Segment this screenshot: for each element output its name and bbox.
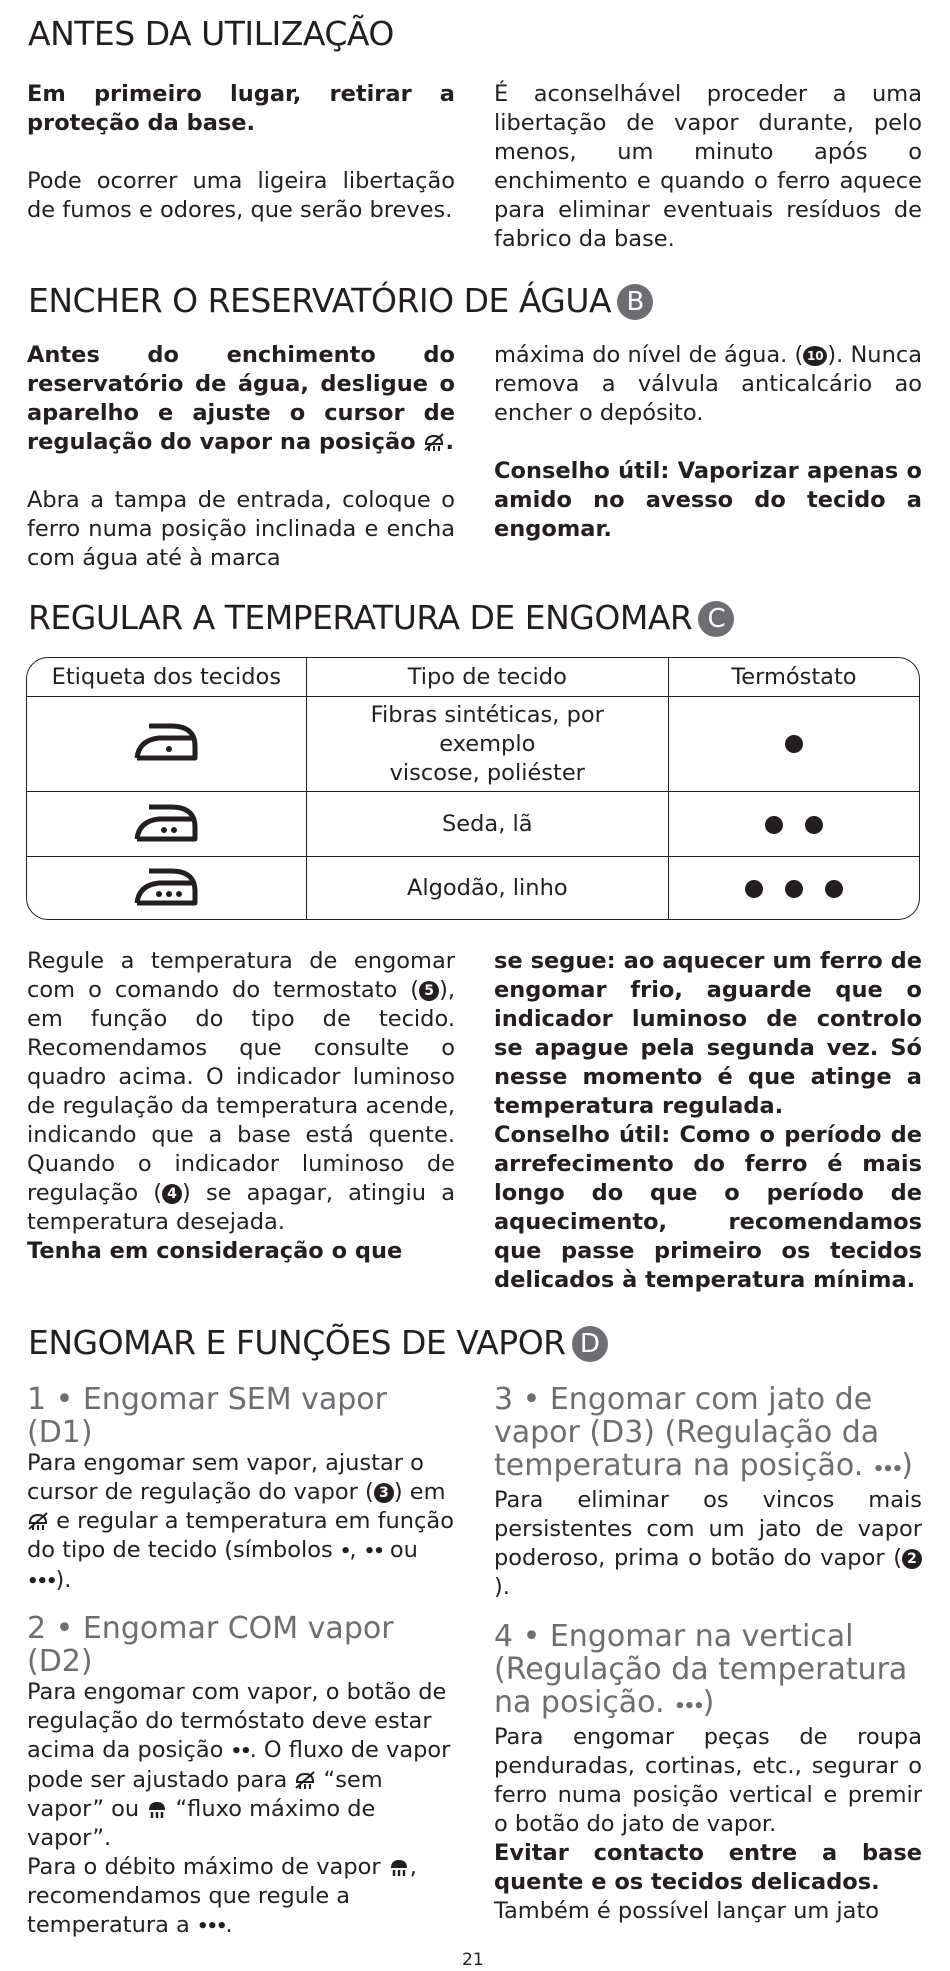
section-title-fill-reservoir: ENCHER O RESERVATÓRIO DE ÁGUA B (28, 281, 653, 321)
thermostat-dot (785, 735, 803, 753)
table-header: Tipo de tecido (307, 658, 669, 697)
s3-useful-tip: Conselho útil: Como o período de arrefecimento do ferro é mais longo do que o período de aquecimento, recomendamos que passe primeiro os tecidos delicados à temperatura mínima. (494, 1122, 922, 1293)
table-cell-fabric: Fibras sintéticas, por exemplo viscose, poliéster (307, 697, 669, 792)
s1-steam-advice: É aconselhável proceder a uma libertação de vapor durante, pelo menos, um minuto após o enchimento e quando o ferro aquece para eliminar eventuais resíduos de fabrico da base. (494, 81, 922, 252)
no-steam-icon (423, 432, 445, 452)
s2-right-column (494, 341, 922, 544)
s4-right-column (494, 1383, 922, 1926)
s4-max-steam-text: Para o débito máximo de vapor , recomendamos que regule a temperatura a •••. (27, 1854, 417, 1938)
table-header-row (27, 658, 919, 697)
subheading-ironing-with-steam: 2 • Engomar COM vapor (D2) (27, 1611, 394, 1679)
three-dots-symbol: ••• (674, 1696, 703, 1717)
s4-left-column (27, 1383, 455, 1941)
iron-3-dots-icon (131, 861, 201, 909)
thermostat-dot (785, 880, 803, 898)
s1-remove-protection: Em primeiro lugar, retirar a proteção da base. (27, 81, 455, 136)
iron-2-dots-icon (131, 797, 201, 845)
max-steam-icon (388, 1857, 410, 1877)
table-cell-label (27, 697, 307, 792)
s4-with-steam-text: Para engomar com vapor, o botão de regulação do termóstato deve estar acima da posição ••. O fluxo de vapor pode ser ajustado para “sem vapor” ou “fluxo máximo de vapor”. (27, 1679, 451, 1851)
no-steam-icon (294, 1770, 316, 1790)
thermostat-dot (745, 880, 763, 898)
one-dot-symbol: • (339, 1541, 350, 1562)
table-row (27, 792, 919, 857)
s1-right-column (494, 80, 922, 254)
table-cell-thermostat (669, 857, 919, 919)
subheading-vertical-ironing: 4 • Engomar na vertical (Regulação da temperatura na posição. •••) (494, 1619, 908, 1720)
page-number: 21 (462, 1950, 484, 1970)
subheading-steam-jet: 3 • Engomar com jato de vapor (D3) (Regulação da temperatura na posição. •••) (494, 1382, 914, 1483)
section-badge-c: C (698, 601, 734, 637)
callout-2: 2 (902, 1549, 922, 1569)
s1-fumes-note: Pode ocorrer uma ligeira libertação de fumos e odores, que serão breves. (27, 168, 455, 223)
s4-steam-jet-text: Para eliminar os vincos mais persistentes com um jato de vapor poderoso, prima o botão do vapor ( 2). (494, 1487, 922, 1600)
s3-consider-note: Tenha em consideração o que (27, 1238, 403, 1264)
s3-right-column (494, 947, 922, 1295)
s2-before-filling: Antes do enchimento do reservatório de água, desligue o aparelho e ajuste o cursor de regulação do vapor na posição . (27, 342, 455, 455)
s4-vertical-text: Para engomar peças de roupa penduradas, cortinas, etc., segurar o ferro numa posição vertical e premir o botão do jato de vapor. (494, 1724, 922, 1837)
callout-4: 4 (162, 1184, 182, 1204)
subheading-ironing-without-steam: 1 • Engomar SEM vapor (D1) (27, 1382, 387, 1450)
two-dots-symbol: •• (230, 1741, 250, 1762)
section-title-before-use: ANTES DA UTILIZAÇÃO (28, 14, 394, 53)
s3-thermostat-instructions: Regule a temperatura de engomar com o comando do termostato ( 5 ), em função do tipo de tecido. Recomendamos que consulte o quadro acima. O indicador luminoso de regulação da temperatura acende, indicando que a base está quente. Quando o indicador luminoso de regulação ( 4 ) se apagar, atingiu a temperatura desejada. (27, 948, 455, 1235)
thermostat-dot (765, 816, 783, 834)
thermostat-dot (825, 880, 843, 898)
s4-continued-text: Também é possível lançar um jato (494, 1898, 880, 1924)
table-header: Termóstato (669, 658, 919, 697)
s4-avoid-contact: Evitar contacto entre a base quente e os tecidos delicados. (494, 1840, 922, 1895)
table-header: Etiqueta dos tecidos (27, 658, 307, 697)
s2-max-level: máxima do nível de água. ( 10 ). Nunca remova a válvula anticalcário ao encher o depósito. (494, 342, 922, 426)
three-dots-symbol: ••• (872, 1459, 902, 1480)
callout-3: 3 (374, 1483, 394, 1503)
table-row (27, 697, 919, 792)
callout-10: 10 (803, 346, 827, 366)
table-cell-fabric: Seda, lã (307, 792, 669, 857)
three-dots-symbol: ••• (27, 1571, 56, 1592)
table-row (27, 857, 919, 919)
two-dots-symbol: •• (363, 1541, 383, 1562)
table-cell-fabric: Algodão, linho (307, 857, 669, 919)
callout-5: 5 (419, 981, 439, 1001)
no-steam-icon (27, 1511, 49, 1531)
section-title-temperature: REGULAR A TEMPERATURA DE ENGOMAR C (28, 598, 734, 638)
iron-1-dot-icon (131, 716, 201, 764)
s2-fill-instructions: Abra a tampa de entrada, coloque o ferro numa posição inclinada e encha com água até à marca (27, 487, 455, 571)
section-title-ironing-steam: ENGOMAR E FUNÇÕES DE VAPOR D (28, 1323, 608, 1363)
s3-cold-iron-note: se segue: ao aquecer um ferro de engomar frio, aguarde que o indicador luminoso de controlo se apague pela segunda vez. Só nesse momento é que atinge a temperatura regulada. (494, 948, 922, 1119)
section-badge-d: D (572, 1326, 608, 1362)
table-cell-label (27, 792, 307, 857)
s4-without-steam-text: Para engomar sem vapor, ajustar o cursor de regulação do vapor ( 3 ) em e regular a temperatura em função do tipo de tecido (símbolos •, •• ou •••). (27, 1450, 454, 1593)
section-badge-b: B (617, 284, 653, 320)
table-cell-thermostat (669, 697, 919, 792)
three-dots-symbol: ••• (196, 1916, 226, 1937)
s3-left-column (27, 947, 455, 1266)
table-cell-thermostat (669, 792, 919, 857)
thermostat-dot (805, 816, 823, 834)
s1-left-column (27, 80, 455, 225)
max-steam-icon (146, 1799, 168, 1819)
table-cell-label (27, 857, 307, 919)
s2-left-column (27, 341, 455, 573)
temperature-table (26, 657, 920, 920)
s2-useful-tip: Conselho útil: Vaporizar apenas o amido no avesso do tecido a engomar. (494, 458, 922, 542)
